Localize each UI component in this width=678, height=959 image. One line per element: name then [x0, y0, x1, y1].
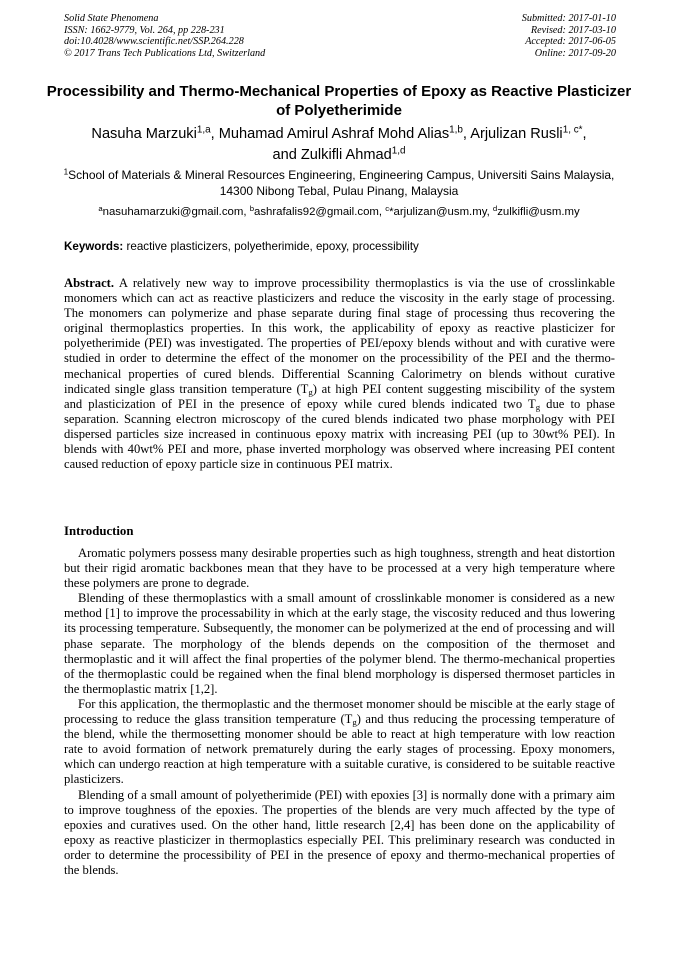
paragraph-text: For this application, the thermoplastic and the thermoset monomer should be miscible at the early stage of processing to reduce the glass transition temperature (T	[64, 696, 615, 727]
email-marker: d	[492, 203, 498, 213]
abstract	[64, 276, 615, 472]
journal-header-left	[64, 13, 265, 59]
affiliation-text: School of Materials & Mineral Resources Engineering, Engineering Campus, Universiti Sains Malaysia, 14300 Nibong Tebal, Pulau Pinang, Malaysia	[68, 168, 615, 198]
email-marker: c	[385, 203, 390, 213]
journal-copyright: © 2017 Trans Tech Publications Ltd, Switzerland	[64, 47, 266, 59]
author-name: Muhamad Amirul Ashraf Mohd Alias	[218, 126, 450, 142]
affiliation	[60, 167, 618, 199]
introduction-body	[64, 546, 615, 878]
author-affiliation-marker: 1,a	[196, 124, 211, 136]
journal-doi: doi:10.4028/www.scientific.net/SSP.264.228	[64, 36, 244, 48]
author-conjunction: and	[272, 147, 297, 163]
email-address[interactable]: nasuhamarzuki@gmail.com	[102, 206, 244, 218]
subscript: g	[308, 386, 313, 397]
abstract-label: Abstract.	[64, 276, 115, 290]
author-affiliation-marker: 1,b	[449, 124, 463, 136]
affiliation-marker: 1	[63, 167, 69, 177]
journal-header-right	[522, 13, 616, 59]
email-address[interactable]: *arjulizan@usm.my	[389, 206, 487, 218]
subscript: g	[535, 401, 541, 412]
author-name: Nasuha Marzuki	[91, 126, 197, 142]
author-name: Arjulizan Rusli	[470, 126, 563, 142]
abstract-text: due to phase separation. Scanning electron microscopy of the cured blends indicated two phase morphology with PEI dispersed particles size increased in continuous epoxy matrix with increasing PEI (up to 30wt% PEI). In blends with 40wt% PEI and more, phase inverted morphology was observed where increasing PEI content caused reduction of epoxy particle size in continuous PEI matrix.	[64, 396, 615, 472]
paragraph: Blending of these thermoplastics with a small amount of crosslinkable monomer is considered as a new method [1] to improve the processability in which at the early stage, the viscosity reduced and thus lowering its processing temperature. Subsequently, the monomer can be polymerized at the end of processing and will phase separate. The morphology of the blends depends on the composition of the thermoset and thermoplastic and it will affect the final properties of the polymer blend. The thermo-mechanical properties of the thermoplastic could be regained when the final blend morphology is dispersed thermoset particles in the thermoplastic matrix [1,2].	[64, 591, 615, 696]
abstract-text: A relatively new way to improve processibility thermoplastics is via the use of crosslinkable monomers which can act as reactive plasticizers and reduce the viscosity in the early stage of processing. The monomers can polymerize and phase separate during final stage of processing thus recovering the original thermoplastics properties. In this work, the applicability of epoxy as reactive plasticizer for polyetherimide (PEI) was investigated. The properties of PEI/epoxy blends without and with curative were studied in order to determine the effect of the monomer on the processibility of the PEI and the thermo-mechanical properties of cured blends. Differential Scanning Calorimetry on blends without curative indicated single glass transition temperature (T	[64, 276, 615, 396]
email-marker: b	[249, 203, 255, 213]
email-list: $^a$nasuhamarzuki@gmail.com, $^b$ashrafalis92@gmail.com, $^c$*arjulizan@usm.my, $^d$zulkifli@usm.my	[98, 203, 580, 218]
paper-title: Processibility and Thermo-Mechanical Properties of Epoxy as Reactive Plasticizer of Polyetherimide	[46, 83, 632, 119]
paragraph: Aromatic polymers possess many desirable properties such as high toughness, strength and heat distortion but their rigid aromatic backbones mean that they have to be processed at a very high temperature where these polymers are prone to degrade.	[64, 546, 615, 591]
email-address[interactable]: zulkifli@usm.my	[497, 206, 580, 218]
keywords	[64, 240, 419, 253]
section-heading-introduction: Introduction	[64, 524, 134, 538]
subscript: g	[352, 717, 357, 728]
date-submitted: Submitted: 2017-01-10	[521, 13, 616, 24]
journal-issn: ISSN: 1662-9779, Vol. 264, pp 228-231	[64, 24, 225, 36]
date-revised: Revised: 2017-03-10	[530, 24, 616, 36]
journal-name: Solid State Phenomena	[64, 13, 159, 24]
author-affiliation-marker: 1, c*	[562, 124, 583, 136]
paragraph: Blending of a small amount of polyetherimide (PEI) with epoxies [3] is normally done with a primary aim to improve toughness of the epoxies. The properties of the blends are very much affected by the type of epoxies and curatives used. On the other hand, little research [2,4] has been done on the applicability of epoxy as reactive plasticizer in thermoplastics especially PEI. This preliminary research was conducted in order to determine the processibility of PEI in the presence of epoxy and thermo-mechanical properties of the blends.	[64, 787, 615, 877]
paragraph	[64, 697, 615, 788]
author-affiliation-marker: 1,d	[391, 145, 406, 157]
date-online: Online: 2017-09-20	[534, 47, 616, 59]
email-marker: a	[98, 203, 103, 213]
author-list: Nasuha Marzuki$^{1,a}$, Muhamad Amirul Ashraf Mohd Alias$^{1,b}$, Arjulizan Rusli$^{1, c*}$, and Zulkifli Ahmad$^{1,d}$	[91, 124, 587, 163]
abstract-text: ) at high PEI content suggesting miscibility of the system and plasticization of PEI in the presence of epoxy while cured blends indicated two T	[64, 381, 616, 411]
author-name: Zulkifli Ahmad	[300, 147, 392, 163]
keywords-label: Keywords:	[64, 240, 124, 253]
email-address[interactable]: ashrafalis92@gmail.com	[254, 206, 379, 218]
paragraph-text: ) and thus reducing the processing temperature of the blend, while the thermosetting monomer should be able to react at high temperature with low reaction rate to avoid formation of network prematurely during the early stages of processing. Epoxy monomers, which can undergo reaction at high temperature with a suitable curative, is considered to be suitable reactive plasticizers.	[64, 712, 616, 787]
date-accepted: Accepted: 2017-06-05	[525, 36, 616, 48]
keywords-text: reactive plasticizers, polyetherimide, epoxy, processibility	[126, 240, 419, 253]
